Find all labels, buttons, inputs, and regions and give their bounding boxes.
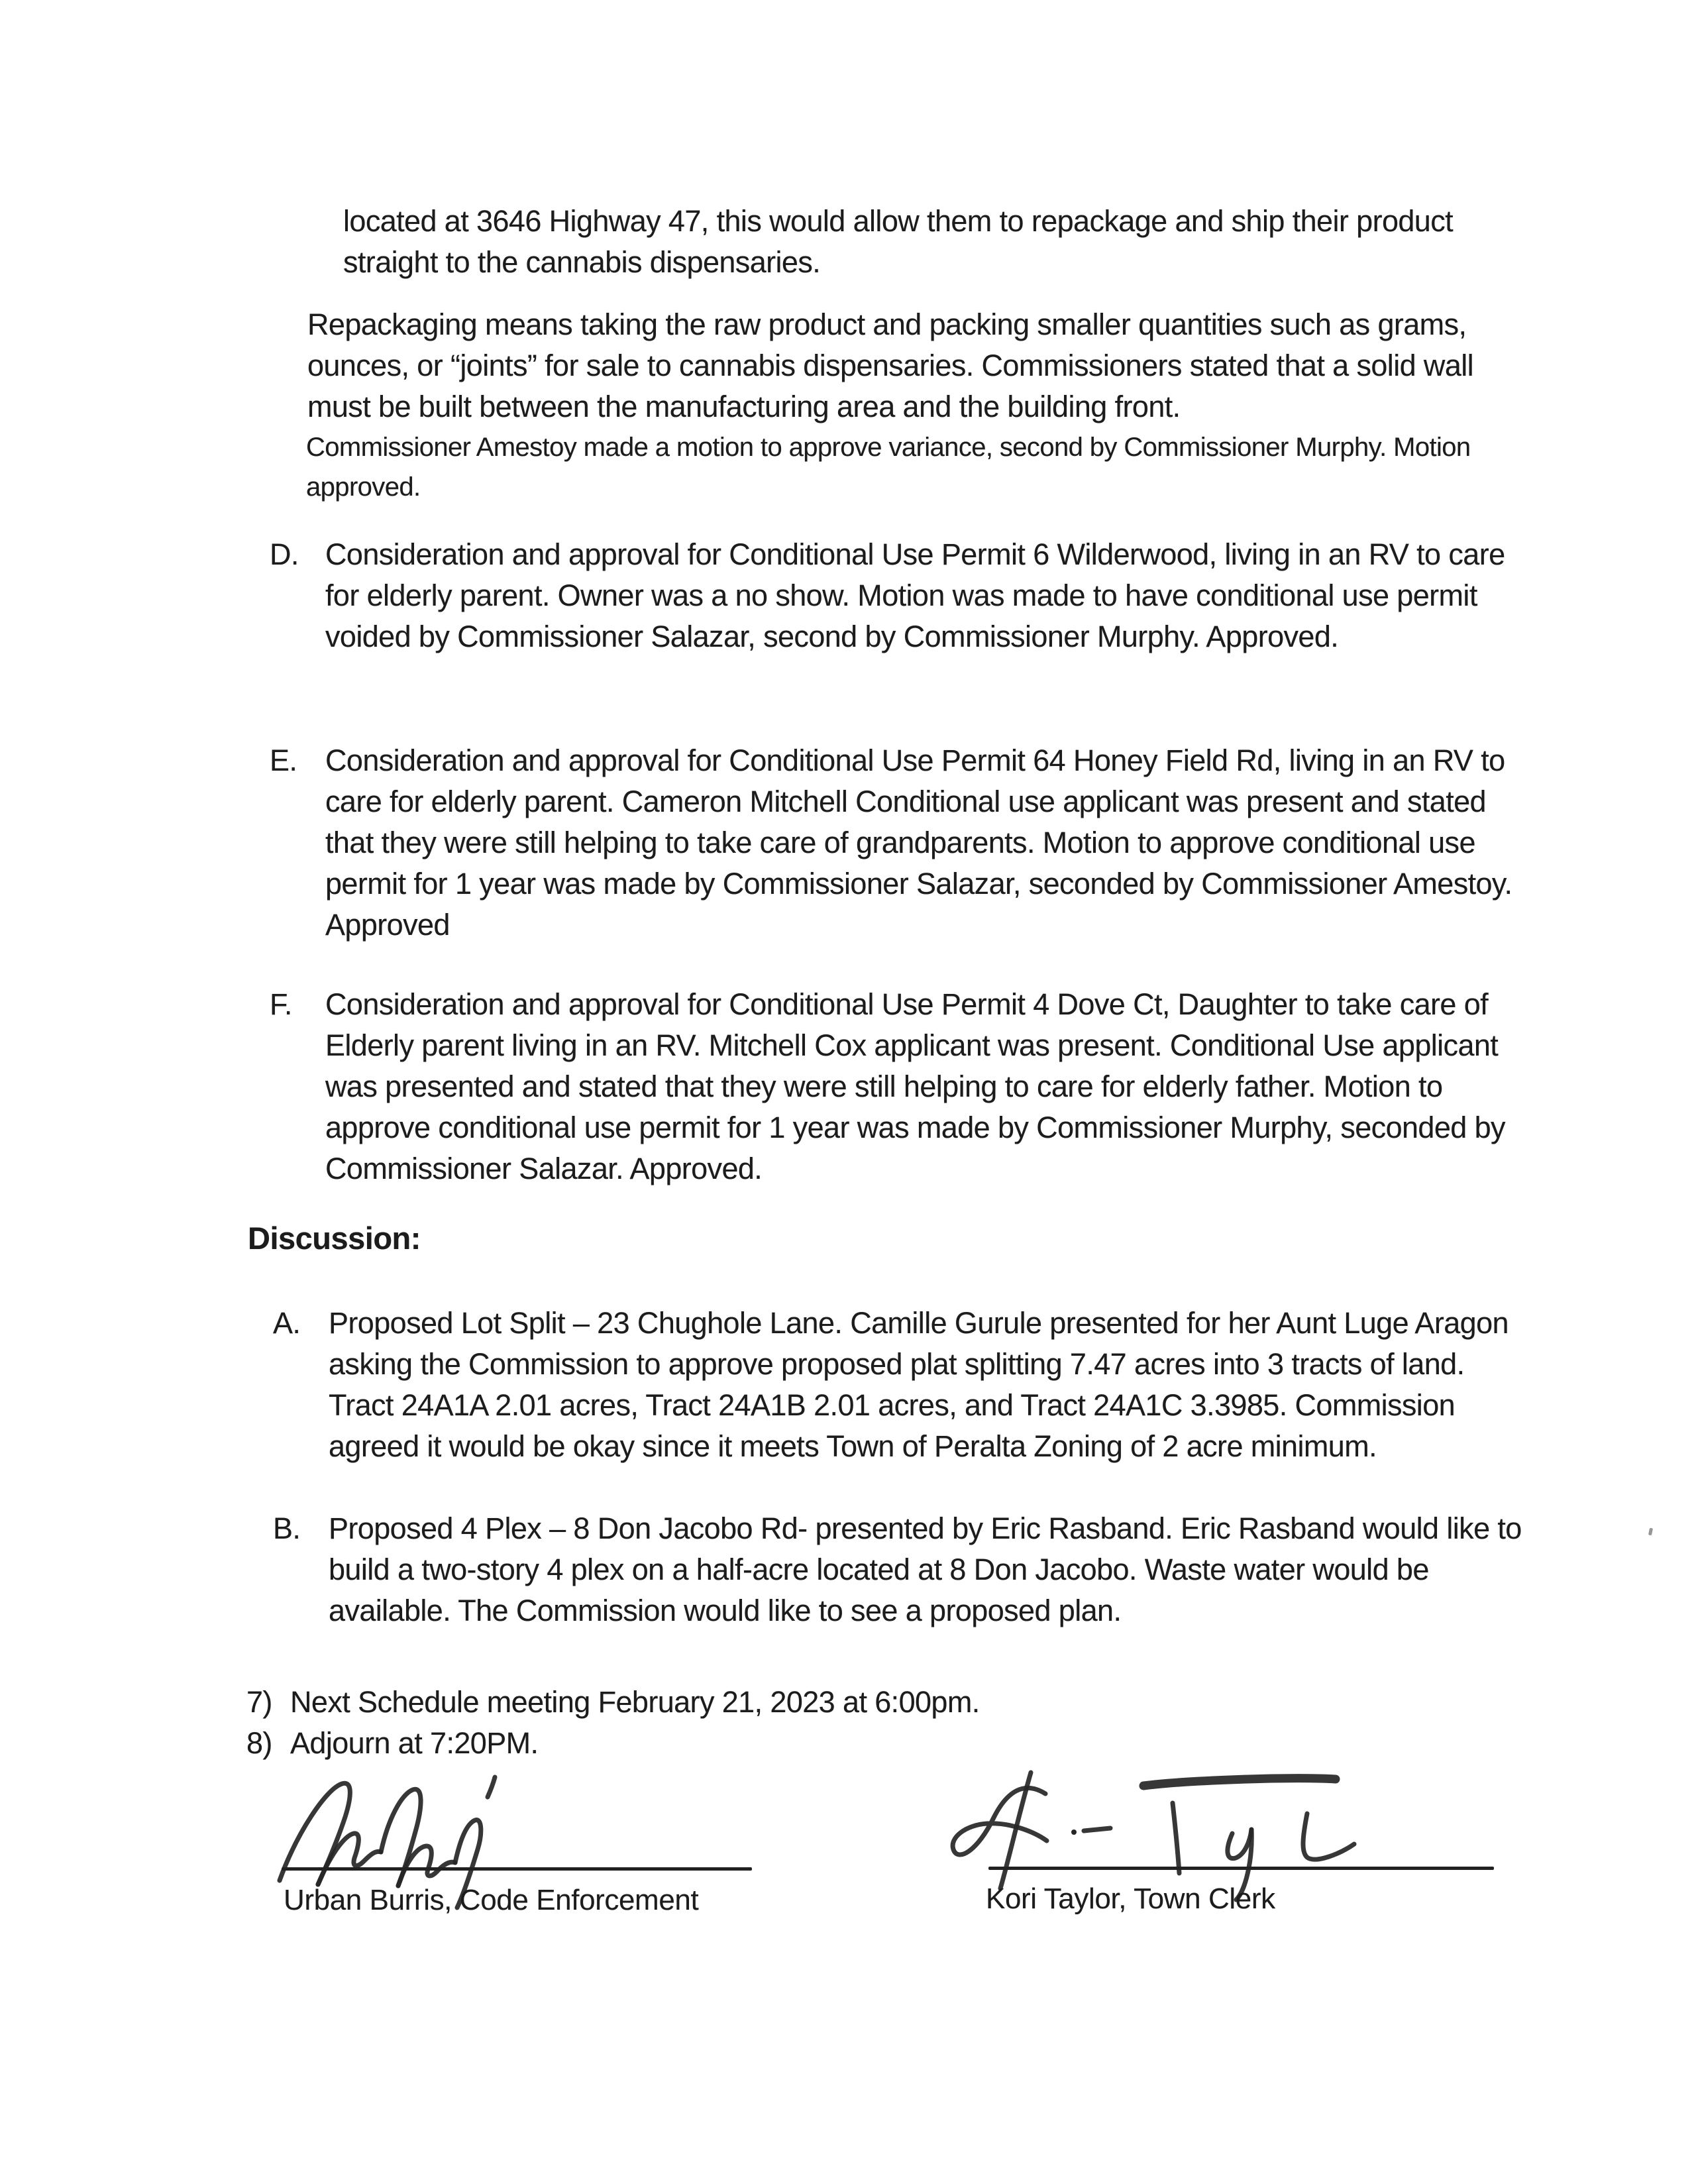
item-marker: 7)	[246, 1685, 272, 1719]
approval-item-e	[270, 740, 1523, 946]
repackaging-paragraph: Repackaging means taking the raw product and packing smaller quantities such as grams, ounces, or “joints” for sale to cannabis dispensaries. Commissioners stated that a solid wall must be built between the manufacturing area and the building front.	[307, 307, 1474, 423]
item-text: Proposed Lot Split – 23 Chughole Lane. Camille Gurule presented for her Aunt Luge Aragon asking the Commission to approve proposed plat splitting 7.47 acres into 3 tracts of land. Tract 24A1A 2.01 acres, Tract 24A1B 2.01 acres, and Tract 24A1C 3.3985. Commission agreed it would be okay since it meets Town of Peralta Zoning of 2 acre minimum.	[329, 1306, 1509, 1463]
scan-speck	[1648, 1528, 1653, 1536]
signature-line-left	[282, 1867, 752, 1871]
item-marker: A.	[273, 1306, 301, 1340]
discussion-item-b	[273, 1508, 1532, 1631]
item-marker: B.	[273, 1511, 301, 1545]
item-text: Consideration and approval for Conditional Use Permit 64 Honey Field Rd, living in an RV to care for elderly parent. Cameron Mitchell Conditional use applicant was present and stated that they were still helping to take care of grandparents. Motion to approve conditional use permit for 1 year was made by Commissioner Salazar, seconded by Commissioner Amestoy. Approved	[325, 743, 1512, 942]
signature-name-town-clerk: Kori Taylor, Town Clerk	[986, 1883, 1275, 1915]
signature-name-code-enforcement: Urban Burris, Code Enforcement	[284, 1884, 699, 1916]
item-marker: E.	[270, 743, 297, 777]
discussion-item-a	[273, 1303, 1532, 1467]
motion-note-paragraph: Commissioner Amestoy made a motion to approve variance, second by Commissioner Murphy. Motion approved.	[306, 433, 1471, 502]
item-marker: F.	[270, 987, 292, 1021]
continuation-paragraph: located at 3646 Highway 47, this would allow them to repackage and ship their product straight to the cannabis dispensaries.	[343, 204, 1454, 279]
signature-line-right	[988, 1867, 1494, 1870]
item-text: Adjourn at 7:20PM.	[290, 1726, 539, 1760]
item-text: Next Schedule meeting February 21, 2023 at 6:00pm.	[290, 1685, 980, 1719]
item-text: Proposed 4 Plex – 8 Don Jacobo Rd- presented by Eric Rasband. Eric Rasband would like to build a two-story 4 plex on a half-acre located at 8 Don Jacobo. Waste water would be available. The Commission would like to see a proposed plan.	[329, 1511, 1522, 1627]
approval-item-d	[270, 534, 1523, 657]
discussion-heading: Discussion:	[248, 1221, 421, 1256]
closing-item-adjourn	[246, 1723, 1518, 1764]
approval-item-f	[270, 984, 1523, 1189]
item-text: Consideration and approval for Conditional Use Permit 6 Wilderwood, living in an RV to care for elderly parent. Owner was a no show. Motion was made to have conditional use permit voided by Commissioner Salazar, second by Commissioner Murphy. Approved.	[325, 537, 1505, 653]
item-marker: D.	[270, 537, 299, 571]
item-marker: 8)	[246, 1726, 272, 1760]
item-text: Consideration and approval for Conditional Use Permit 4 Dove Ct, Daughter to take care of Elderly parent living in an RV. Mitchell Cox applicant was present. Conditional Use applicant was presented and stated that they were still helping to care for elderly father. Motion to approve conditional use permit for 1 year was made by Commissioner Murphy, seconded by Commissioner Salazar. Approved.	[325, 987, 1505, 1185]
closing-item-next-meeting	[246, 1682, 1518, 1723]
